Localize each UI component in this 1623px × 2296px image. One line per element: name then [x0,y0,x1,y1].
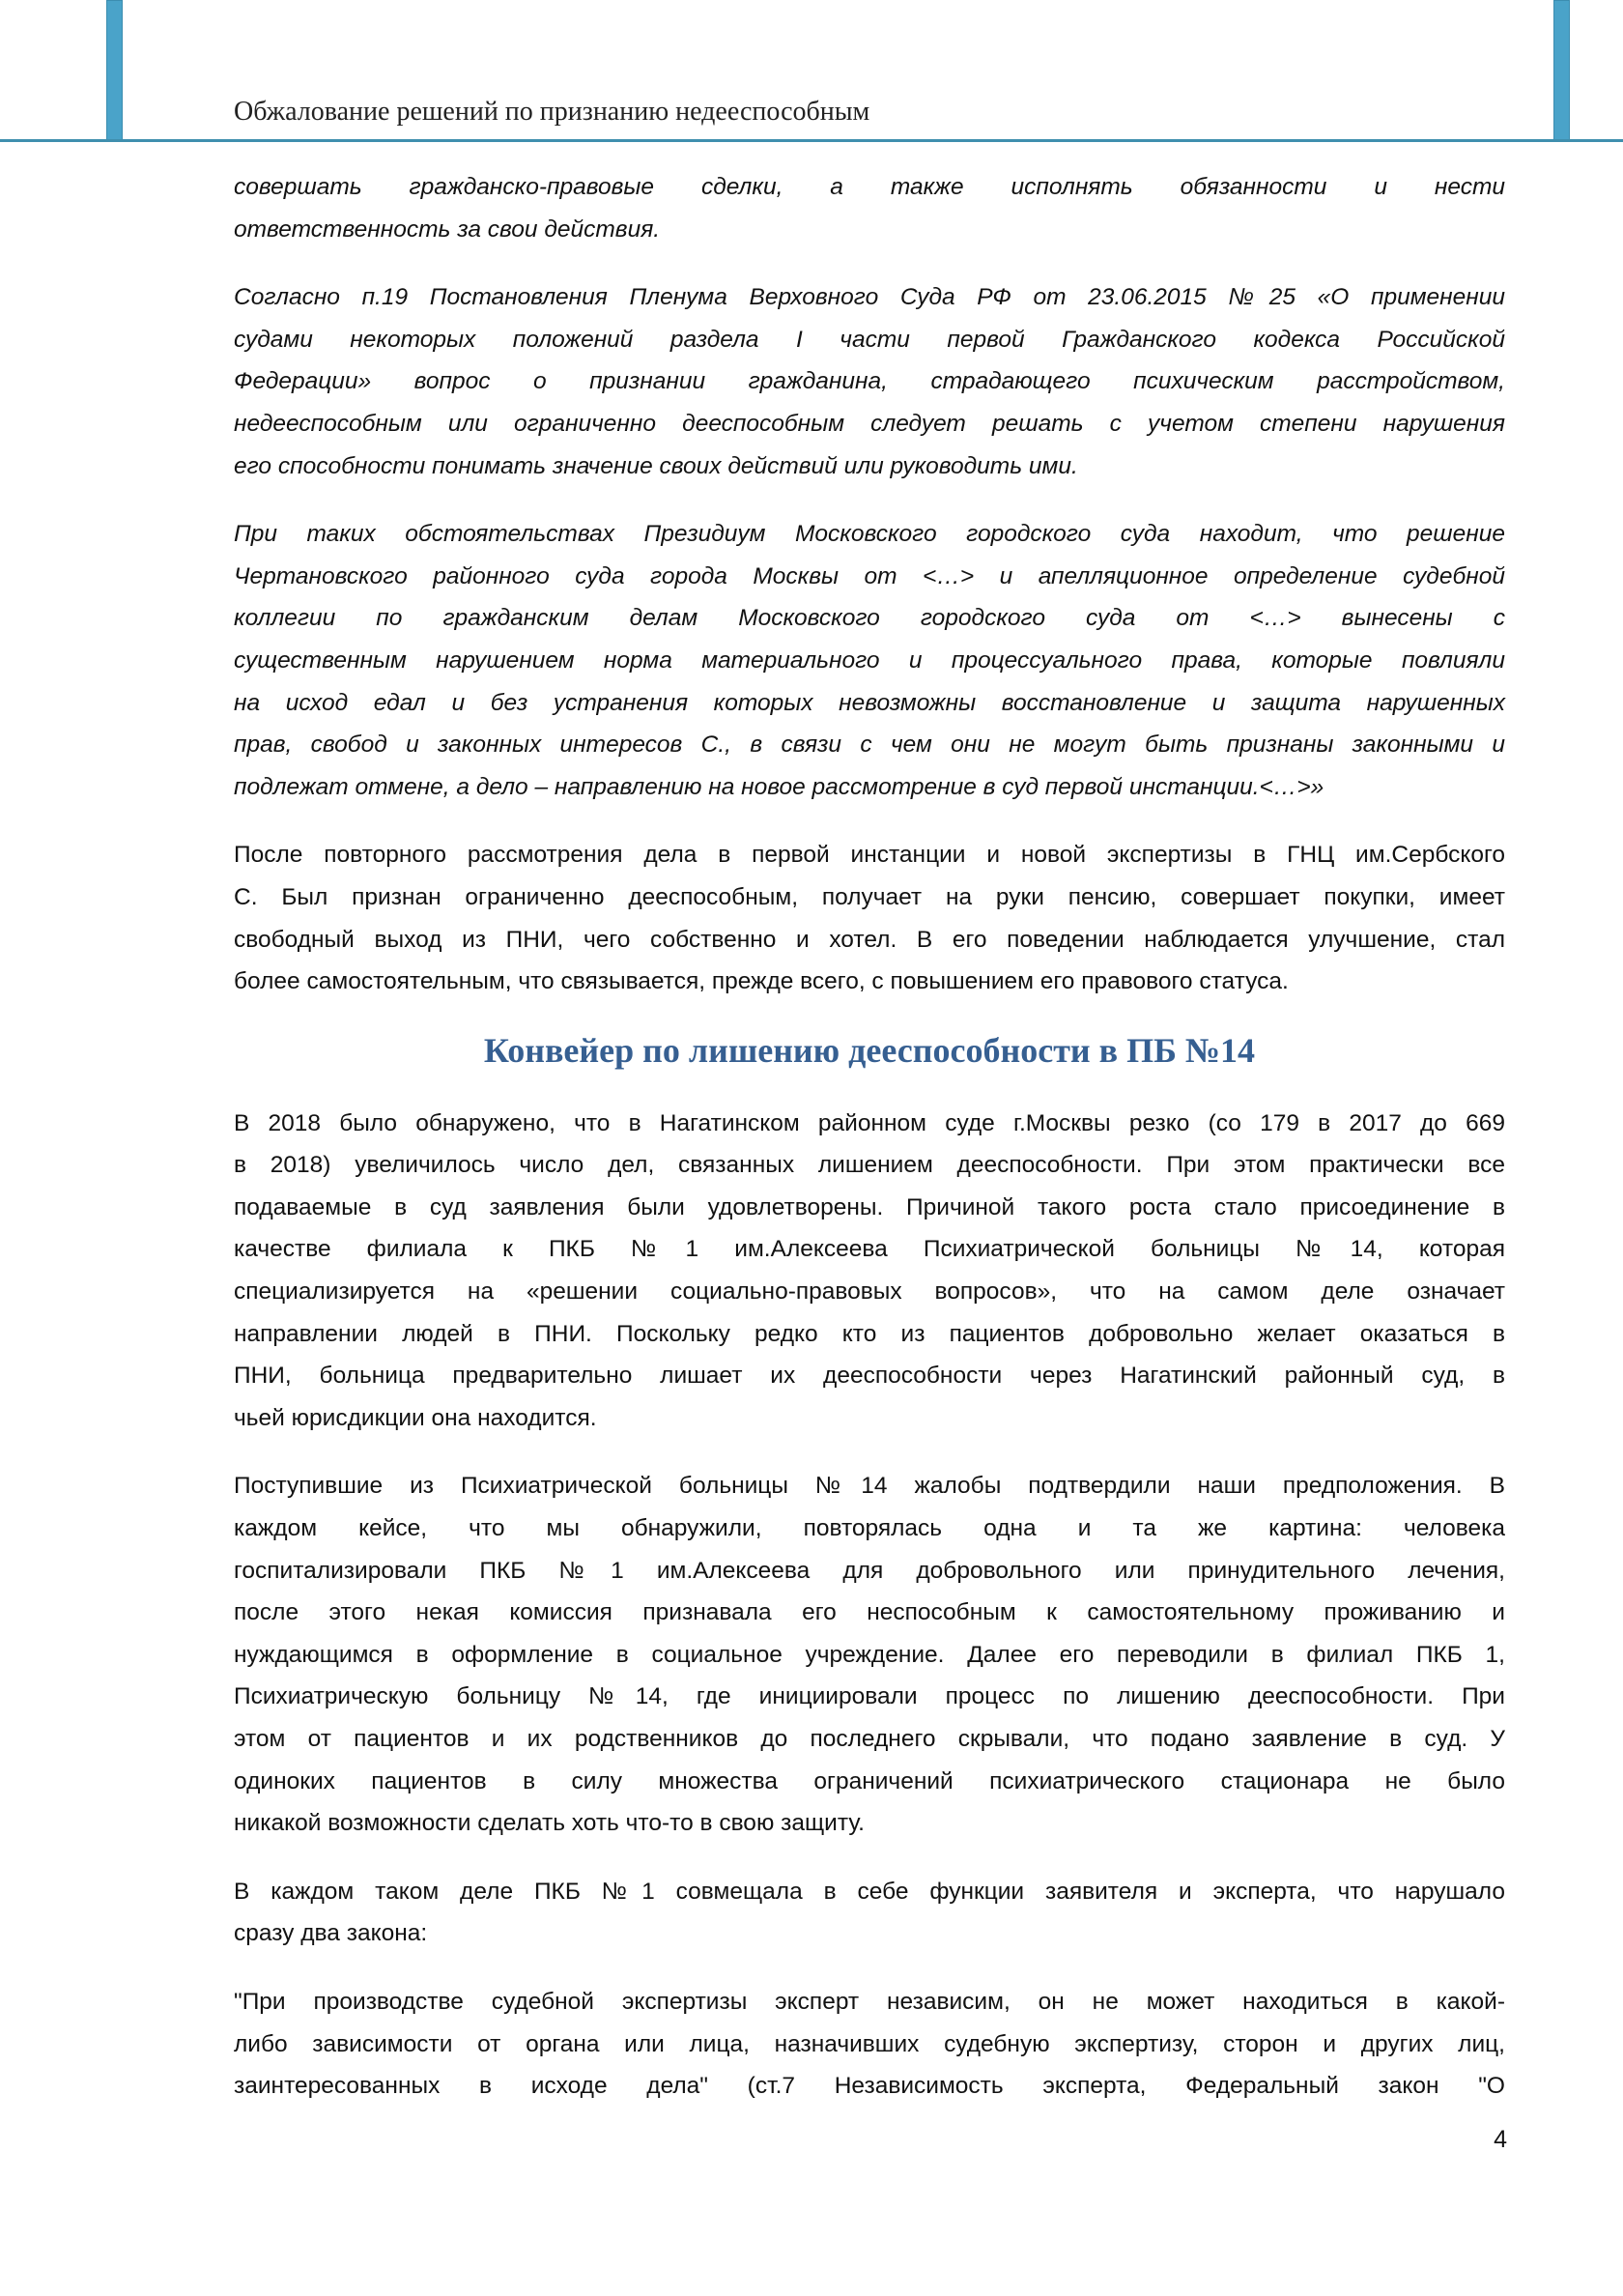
text-line: никакой возможности сделать хоть что-то в свою защиту. [234,1810,865,1837]
text-line: Поступившие из Психиатрической больницы №14 жалобы подтвердили наши предположения. В [234,1473,1505,1500]
paragraph [234,166,1505,250]
text-line: либо зависимости от органа или лица, назначивших судебную экспертизу, сторон и других лиц, [234,2030,1505,2057]
text-line: подлежат отмене, а дело – направлению на новое рассмотрение в суд первой инстанции.<…>» [234,773,1324,800]
text-line: совершать гражданско-правовые сделки, а также исполнять обязанности и нести [234,174,1505,200]
text-line: Федерации» вопрос о признании гражданина, страдающего психическим расстройством, [234,368,1505,395]
text-line: свободный выход из ПНИ, чего собственно и хотел. В его поведении наблюдается улучшение, стал [234,926,1505,953]
page-body [234,166,1505,2134]
paragraph [234,1981,1505,2108]
text-line: чьей юрисдикции она находится. [234,1404,597,1431]
text-line: качестве филиала к ПКБ №1 им.Алексеева Психиатрической больницы №14, которая [234,1236,1505,1263]
text-line: после этого некая комиссия признавала его неспособным к самостоятельному проживанию и [234,1599,1505,1626]
running-header-title: Обжалование решений по признанию недееспособным [234,97,870,127]
header-accent-bar-left [106,0,123,140]
paragraphs-after-heading [234,1103,1505,2108]
text-line: При таких обстоятельствах Президиум Московского городского суда находит, что решение [234,521,1505,548]
text-line: в 2018) увеличилось число дел, связанных лишением дееспособности. При этом практически все [234,1152,1505,1179]
paragraphs-before-heading [234,166,1505,1003]
text-line: специализируется на «решении социально-правовых вопросов», что на самом деле означает [234,1278,1505,1306]
text-line: сразу два закона: [234,1920,428,1947]
text-line: "При производстве судебной экспертизы эксперт независим, он не может находиться в какой- [234,1988,1505,2015]
text-line: Чертановского районного суда города Москвы от <…> и апелляционное определение судебной [234,562,1505,589]
paragraph [234,1103,1505,1440]
paragraph [234,276,1505,487]
text-line: недееспособным или ограниченно дееспособным следует решать с учетом степени нарушения [234,410,1505,437]
text-line: этом от пациентов и их родственников до последнего скрывали, что подано заявление в суд. У [234,1726,1505,1752]
header-divider [0,139,1623,142]
text-line: ПНИ, больница предварительно лишает их дееспособности через Нагатинский районный суд, в [234,1363,1505,1390]
text-line: коллегии по гражданским делам Московского городского суда от <…> вынесены с [234,605,1505,632]
page-number: 4 [1494,2126,1507,2153]
text-line: В 2018 было обнаружено, что в Нагатинском районном суде г.Москвы резко (со 179 в 2017 до 669 [234,1109,1505,1136]
text-line: направлении людей в ПНИ. Поскольку редко кто из пациентов добровольно желает оказаться в [234,1320,1505,1347]
paragraph [234,834,1505,1002]
paragraph [234,513,1505,808]
text-line: каждом кейсе, что мы обнаружили, повторялась одна и та же картина: человека [234,1515,1505,1542]
text-line: ответственность за свои действия. [234,215,661,243]
text-line: более самостоятельным, что связывается, прежде всего, с повышением его правового статуса. [234,968,1289,995]
text-line: прав, свобод и законных интересов С., в связи с чем они не могут быть признаны законными и [234,732,1505,759]
text-line: Психиатрическую больницу №14, где инициировали процесс по лишению дееспособности. При [234,1683,1505,1710]
section-heading: Конвейер по лишению дееспособности в ПБ №14 [483,1030,1256,1070]
text-line: судами некоторых положений раздела I части первой Гражданского кодекса Российской [234,326,1505,353]
text-line: заинтересованных в исходе дела" (ст.7 Независимость эксперта, Федеральный закон "О [234,2073,1505,2100]
header-accent-bar-right [1553,0,1570,140]
text-line: одиноких пациентов в силу множества ограничений психиатрического стационара не было [234,1767,1505,1794]
text-line: В каждом таком деле ПКБ №1 совмещала в себе функции заявителя и эксперта, что нарушало [234,1878,1505,1905]
text-line: нуждающимся в оформление в социальное учреждение. Далее его переводили в филиал ПКБ 1, [234,1641,1505,1668]
text-line: После повторного рассмотрения дела в первой инстанции и новой экспертизы в ГНЦ им.Сербского [234,842,1505,869]
text-line: госпитализировали ПКБ №1 им.Алексеева для добровольного или принудительного лечения, [234,1557,1505,1584]
text-line: Согласно п.19 Постановления Пленума Верховного Суда РФ от 23.06.2015 №25 «О применении [234,284,1505,311]
text-line: существенным нарушением норма материального и процессуального права, которые повлияли [234,646,1505,674]
text-line: подаваемые в суд заявления были удовлетворены. Причиной такого роста стало присоединение в [234,1193,1505,1220]
paragraph [234,1465,1505,1844]
text-line: на исход едал и без устранения которых невозможны восстановление и защита нарушенных [234,689,1505,716]
paragraph [234,1871,1505,1955]
text-line: С. Был признан ограниченно дееспособным, получает на руки пенсию, совершает покупки, имеет [234,883,1505,910]
text-line: его способности понимать значение своих действий или руководить ими. [234,452,1078,479]
